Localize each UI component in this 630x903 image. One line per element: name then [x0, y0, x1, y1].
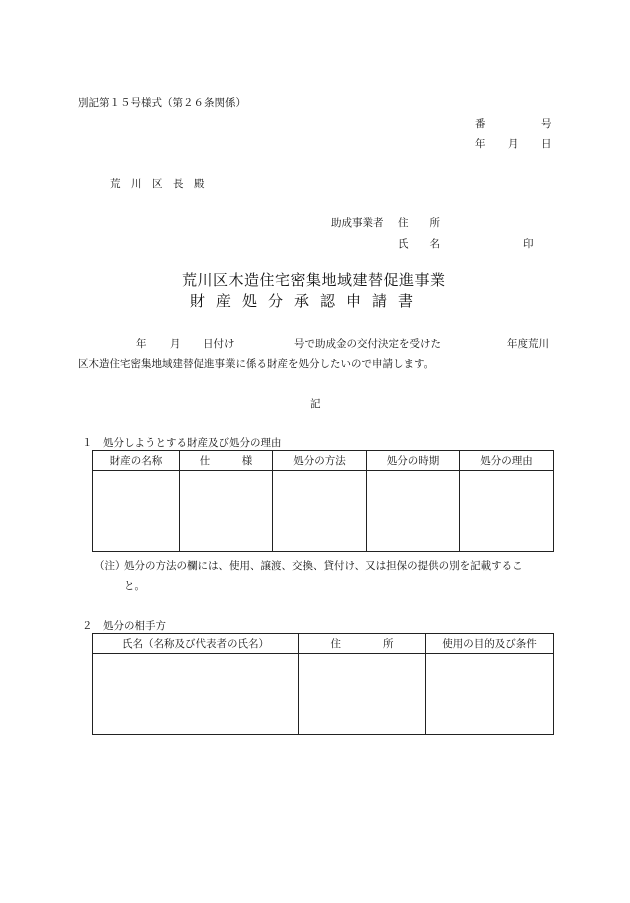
disposal-table-row	[93, 471, 554, 552]
applicant-name-label: 氏 名	[398, 238, 440, 250]
counterparty-table	[92, 633, 554, 735]
col-address: 住 所	[299, 634, 426, 654]
number-ban: 番	[475, 118, 486, 130]
date-month: 月	[508, 138, 519, 150]
disposal-table	[92, 450, 554, 552]
number-go: 号	[541, 118, 552, 130]
col-property-name: 財産の名称	[93, 451, 180, 471]
disposal-table-header	[93, 451, 554, 471]
col-disposal-timing: 処分の時期	[367, 451, 460, 471]
col-disposal-method: 処分の方法	[273, 451, 367, 471]
applicant-role: 助成事業者	[331, 217, 384, 229]
cell-disposal-method[interactable]	[273, 471, 367, 552]
document-title-line2: 財産処分承認申請書	[190, 292, 425, 310]
cell-disposal-timing[interactable]	[367, 471, 460, 552]
document-title-line1: 荒川区木造住宅密集地域建替促進事業	[182, 271, 446, 289]
cell-purpose[interactable]	[426, 654, 554, 735]
col-disposal-reason: 処分の理由	[460, 451, 554, 471]
date-day: 日	[541, 138, 552, 150]
section1-heading: １ 処分しようとする財産及び処分の理由	[82, 437, 282, 449]
cell-specification[interactable]	[180, 471, 273, 552]
note-line1: 処分の方法の欄には、使用、譲渡、交換、貸付け、又は担保の提供の別を記載するこ	[124, 560, 523, 572]
cell-name[interactable]	[93, 654, 299, 735]
note-line2: と。	[124, 580, 145, 592]
col-purpose: 使用の目的及び条件	[426, 634, 554, 654]
section2-heading: ２ 処分の相手方	[82, 620, 166, 632]
body-month: 月	[170, 338, 181, 350]
applicant-address-label: 住 所	[398, 217, 440, 229]
ki-heading: 記	[310, 398, 321, 410]
body-year: 年	[136, 338, 147, 350]
body-fiscal-year: 年度荒川	[507, 338, 549, 350]
note-prefix: （注）	[94, 560, 126, 572]
col-name: 氏名（名称及び代表者の氏名）	[93, 634, 299, 654]
date-year: 年	[475, 138, 486, 150]
body-dated: 日付け	[203, 338, 235, 350]
cell-disposal-reason[interactable]	[460, 471, 554, 552]
cell-property-name[interactable]	[93, 471, 180, 552]
cell-address[interactable]	[299, 654, 426, 735]
applicant-seal: 印	[523, 238, 534, 250]
body-number-text: 号で助成金の交付決定を受けた	[294, 338, 441, 350]
addressee: 荒 川 区 長 殿	[110, 178, 205, 190]
col-specification: 仕 様	[180, 451, 273, 471]
counterparty-table-row	[93, 654, 554, 735]
body-line2: 区木造住宅密集地域建替促進事業に係る財産を処分したいので申請します。	[78, 358, 435, 370]
counterparty-table-header	[93, 634, 554, 654]
form-label: 別記第１５号様式（第２６条関係）	[78, 97, 246, 109]
